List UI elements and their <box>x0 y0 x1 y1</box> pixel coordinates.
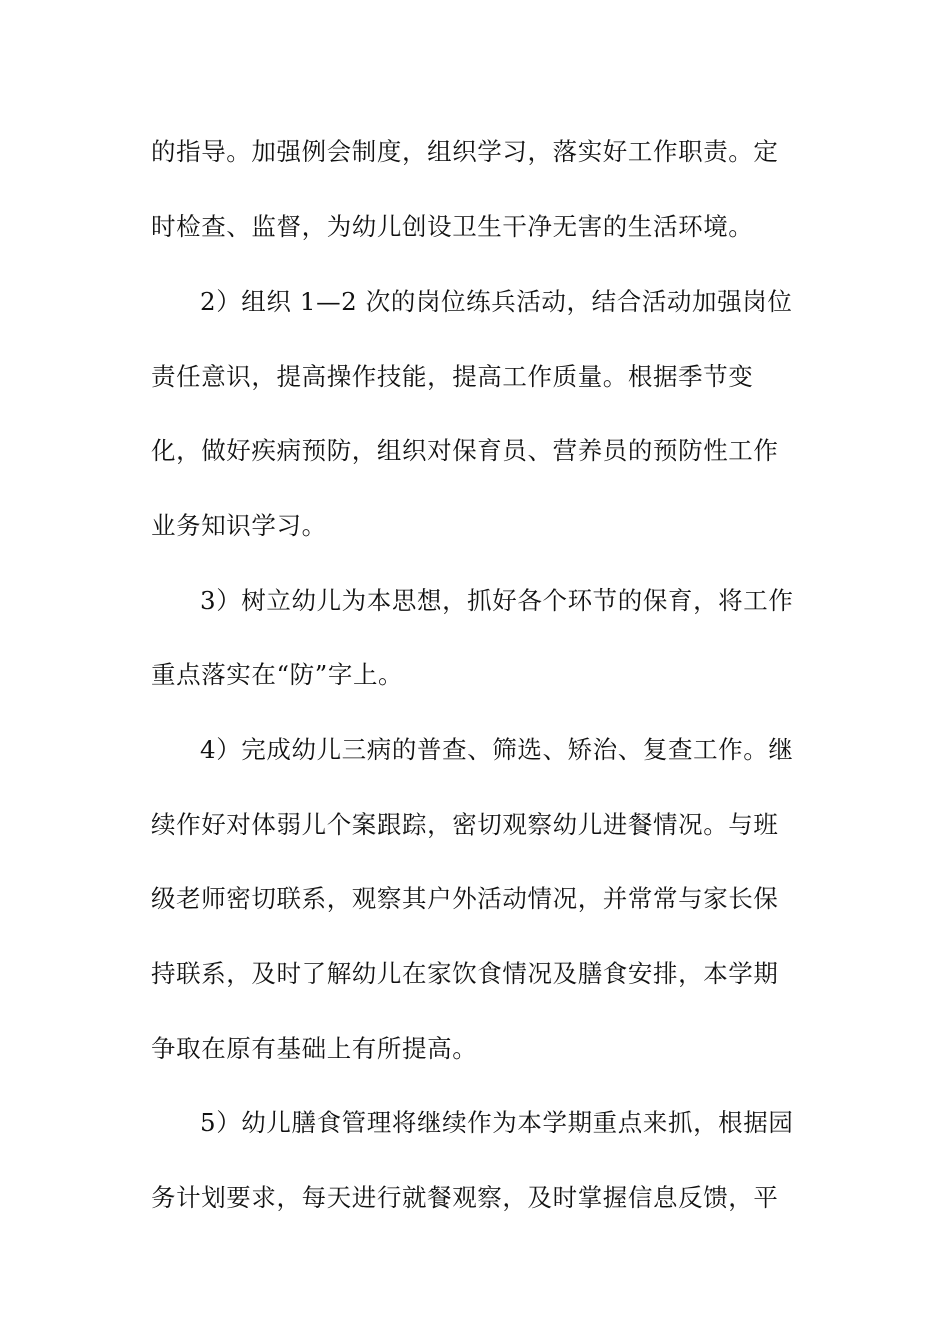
text-line: 持联系，及时了解幼儿在家饮食情况及膳食安排，本学期 <box>151 959 779 988</box>
text-line: 责任意识，提高操作技能，提高工作质量。根据季节变 <box>151 362 754 391</box>
text-line: 务计划要求，每天进行就餐观察，及时掌握信息反馈，平 <box>151 1183 779 1212</box>
text-line: 级老师密切联系，观察其户外活动情况，并常常与家长保 <box>151 884 779 913</box>
text-line: 的指导。加强例会制度，组织学习，落实好工作职责。定 <box>151 137 779 166</box>
text-line: 5）幼儿膳食管理将继续作为本学期重点来抓，根据园 <box>200 1108 794 1137</box>
text-line: 业务知识学习。 <box>151 511 327 540</box>
text-line: 化，做好疾病预防，组织对保育员、营养员的预防性工作 <box>151 436 779 465</box>
text-line: 4）完成幼儿三病的普查、筛选、矫治、复查工作。继 <box>200 735 794 764</box>
text-line: 3）树立幼儿为本思想，抓好各个环节的保育，将工作 <box>200 586 794 615</box>
text-line: 2）组织 1—2 次的岗位练兵活动，结合活动加强岗位 <box>200 287 793 316</box>
text-line: 续作好对体弱儿个案跟踪，密切观察幼儿进餐情况。与班 <box>151 810 779 839</box>
text-line: 争取在原有基础上有所提高。 <box>151 1034 478 1063</box>
text-line: 时检查、监督，为幼儿创设卫生干净无害的生活环境。 <box>151 212 754 241</box>
text-line: 重点落实在“防”字上。 <box>151 660 404 689</box>
